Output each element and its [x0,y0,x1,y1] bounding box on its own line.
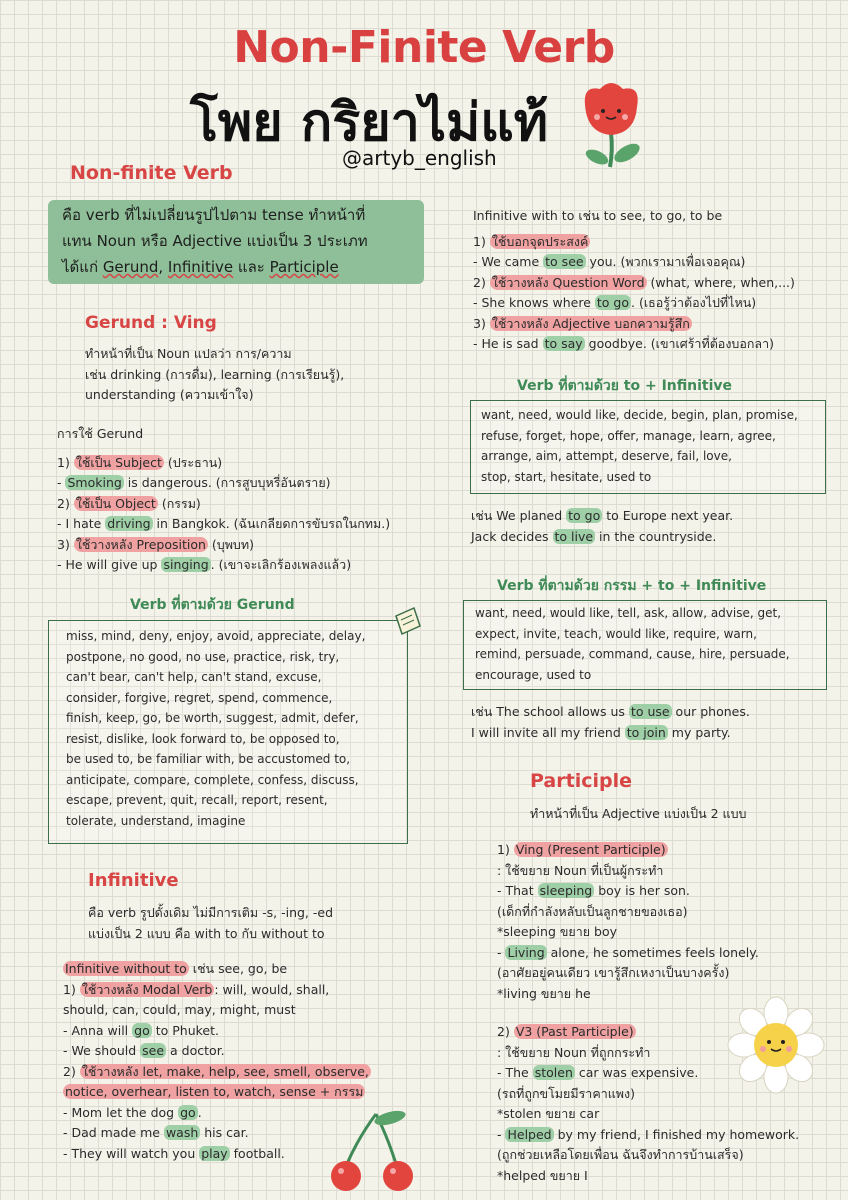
verbs-to-title: Verb ที่ตามด้วย to + Infinitive [517,378,733,394]
intro-line-1: คือ verb ที่ไม่เปลี่ยนรูปไปตาม tense ทำหน้าที่ [62,206,366,224]
gerund-desc: ทำหน้าที่เป็น Noun แปลว่า การ/ความ เช่น drinking (การดื่ม), learning (การเรียนรู้), understanding (ความเข้าใจ) [85,346,345,402]
intro-line-2: แทน Noun หรือ Adjective แบ่งเป็น 3 ประเภท [62,232,368,250]
page-subtitle-thai: โพย กริยาไม่แท้ [190,93,549,153]
gerund-heading: Gerund : Ving [85,313,217,333]
infinitive-without-to: Infinitive without to เช่น see, go, be 1) ใช้วางหลัง Modal Verb : will, would, shall, should, can, could, may, might, must - Anna will go to Phuket. - We should see a doctor. 2) ใช้วางหลัง let, make, help, see, smell, observe, notice, overhear, listen to, watch, sense + กรรม - Mom let the dog go . - Dad made me wash his car. - They will watch you play football. [63,961,369,1161]
participle-past: 2) V3 (Past Participle) : ใช้ขยาย Noun ที่ถูกกระทำ - The stolen car was expensive. (รถที่ถูกขโมยมีราคาแพง) *stolen ขยาย car - Helped by my friend, I finished my homework. (ถูกช่วยเหลือโดยเพื่อน ฉันจึงทำการบ้านเสร็จ) *helped ขยาย I [497,1024,800,1183]
participle-present: 1) Ving (Present Participle) : ใช้ขยาย Noun ที่เป็นผู้กระทำ - That sleeping boy is her son. (เด็กที่กำลังหลับเป็นลูกชายของเธอ) *sleeping ขยาย boy - Living alone, he sometimes feels lonely. (อาศัยอยู่คนเดียว เขารู้สึกเหงาเป็นบางครั้ง) *living ขยาย he [497,842,759,1001]
intro-line-3: ได้แก่ Gerund, Infinitive และ Participle [62,258,339,276]
verbs-to-examples: เช่น We planed to go to Europe next year. Jack decides to live in the countryside. [471,508,734,544]
participle-desc: ทำหน้าที่เป็น Adjective แบ่งเป็น 2 แบบ [530,806,747,821]
verbs-to-list: want, need, would like, decide, begin, plan, promise, refuse, forget, hope, offer, manage, learn, agree, arrange, aim, attempt, deserve, fail, love, stop, start, hesitate, used to [481,408,798,484]
gerund-verbs-title: Verb ที่ตามด้วย Gerund [130,597,295,613]
intro-text [62,202,368,280]
cherry-icon [318,1108,428,1193]
intro-infinitive: Infinitive [167,258,234,276]
gerund-usage-title: การใช้ Gerund [57,426,144,441]
verbs-obj-list: want, need, would like, tell, ask, allow, advise, get, expect, invite, teach, would like, require, warn, remind, persuade, command, cause, hire, persuade, encourage, used to [475,606,790,682]
intro-participle: Participle [269,258,339,276]
page-title: Non-Finite Verb [233,22,615,73]
intro-gerund: Gerund [102,258,159,276]
infinitive-with-to: Infinitive with to เช่น to see, to go, to be 1) ใช้บอกจุดประสงค์ - We came to see you. (พวกเรามาเพื่อเจอคุณ) 2) ใช้วางหลัง Question Word (what, where, when,...) - She knows where to go . (เธอรู้ว่าต้องไปที่ไหน) 3) ใช้วางหลัง Adjective บอกความรู้สึก - He is sad to say goodbye. (เขาเศร้าที่ต้องบอกลา) [473,208,795,351]
with-to-title: Infinitive with to เช่น to see, to go, to be [473,208,723,223]
paper-clip-tag-icon [392,606,422,638]
verbs-obj-examples: เช่น The school allows us to use our phones. I will invite all my friend to join my party. [471,704,750,740]
author-handle: @artyb_english [342,146,497,170]
gerund-usage: การใช้ Gerund 1) ใช้เป็น Subject (ประธาน) - Smoking is dangerous. (การสูบบุหรี่อันตราย) 2) ใช้เป็น Object (กรรม) - I hate driving in Bangkok. (ฉันเกลียดการขับรถในกทม.) 3) ใช้วางหลัง Preposition (บุพบท) - He will give up singing . (เขาจะเลิกร้องเพลงแล้ว) [57,426,391,572]
without-to-label: Infinitive without to [65,961,187,976]
infinitive-desc: คือ verb รูปดั้งเดิม ไม่มีการเติม -s, -ing, -ed แบ่งเป็น 2 แบบ คือ with to กับ without to [88,905,334,941]
verbs-obj-title: Verb ที่ตามด้วย กรรม + to + Infinitive [497,578,767,594]
daisy-icon [726,995,826,1095]
infinitive-heading: Infinitive [88,870,179,891]
gerund-verbs-list: miss, mind, deny, enjoy, avoid, appreciate, delay, postpone, no good, no use, practice, risk, try, can't bear, can't help, can't stand, excuse, consider, forgive, regret, spend, commence, finish, keep, go, be worth, suggest, admit, defer, resist, dislike, look forward to, be opposed to, be used to, be familiar with, be accustomed to, anticipate, compare, complete, confess, discuss, escape, prevent, quit, recall, report, resent, tolerate, understand, imagine [66,629,366,828]
participle-heading: Participle [530,770,632,792]
intro-heading: Non-finite Verb [70,162,233,184]
flower-icon [575,75,665,170]
